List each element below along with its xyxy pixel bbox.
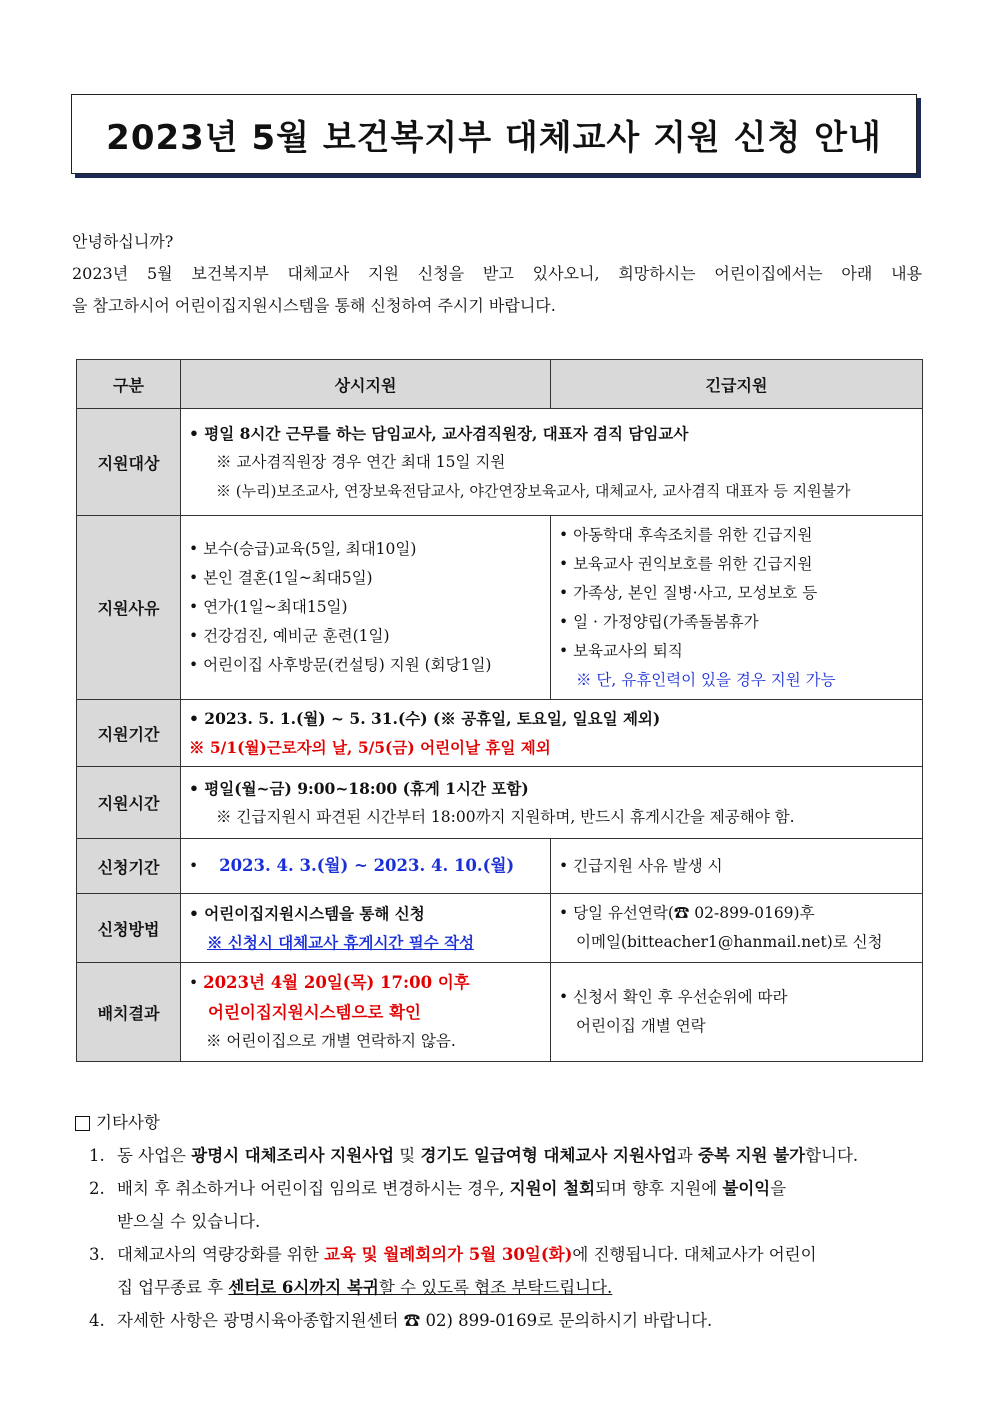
table-header-row: [77, 360, 923, 409]
item-text: 받으실 수 있습니다.: [117, 1212, 261, 1231]
list-item: • 보육교사의 퇴직: [559, 641, 683, 660]
list-item: • 보수(승급)교육(5일, 최대10일): [189, 540, 417, 558]
intro-line-1: 2023년 5월 보건복지부 대체교사 지원 신청을 받고 있사오니, 희망하시는 어린이집에서는 아래 내용: [72, 264, 922, 283]
item-text: 과: [676, 1146, 698, 1165]
reason-emergency-cell: [551, 516, 923, 700]
checkbox-square-icon: [75, 1116, 90, 1131]
list-item: • 아동학대 후속조치를 위한 긴급지원: [559, 525, 813, 544]
reason-regular-cell: [181, 516, 551, 700]
list-item: [89, 1304, 925, 1337]
list-item: [89, 1172, 925, 1238]
bullet: •: [189, 857, 199, 875]
item-text-bold: 지원이 철회: [509, 1179, 596, 1198]
etc-heading-row: [75, 1106, 925, 1139]
etc-section: [75, 1106, 925, 1337]
item-number: 2.: [89, 1179, 105, 1198]
row-target: [77, 409, 923, 516]
list-item: • 일 · 가정양립(가족돌봄휴가: [559, 612, 759, 631]
row-label: 신청기간: [77, 839, 181, 894]
item-text: 을: [770, 1179, 787, 1198]
row-label: 신청방법: [77, 894, 181, 963]
hours-note: ※ 긴급지원시 파견된 시간부터 18:00까지 지원하며, 반드시 휴게시간을 제공해야 함.: [216, 807, 795, 826]
item-text-bold: 불이익: [722, 1179, 771, 1198]
item-text-bold: 중복 지원 불가: [697, 1146, 806, 1165]
item-number: 3.: [89, 1245, 105, 1264]
item-text: 합니다.: [805, 1146, 859, 1165]
item-text: 및: [394, 1146, 421, 1165]
apply-method-note: ※ 신청시 대체교사 휴게시간 필수 작성: [207, 933, 475, 952]
hours-cell: [181, 767, 923, 839]
row-hours: [77, 767, 923, 839]
target-note-1: ※ 교사겸직원장 경우 연간 최대 15일 지원: [216, 452, 506, 471]
row-label: 배치결과: [77, 963, 181, 1062]
list-item: [89, 1238, 925, 1304]
period-cell: [181, 700, 923, 767]
item-text-highlight: 교육 및 월례회의가 5월 30일(화): [324, 1245, 573, 1264]
item-text: 대체교사의 역량강화를 위한: [117, 1245, 325, 1264]
item-text-bold: 센터로 6시까지 복귀: [228, 1278, 379, 1297]
result-emergency-line-1: • 신청서 확인 후 우선순위에 따라: [559, 988, 788, 1006]
item-text-bold: 광명시 대체조리사 지원사업: [191, 1146, 395, 1165]
period-main: • 2023. 5. 1.(월) ~ 5. 31.(수) (※ 공휴일, 토요일, 일요일 제외): [189, 709, 661, 728]
page-title: 2023년 5월 보건복지부 대체교사 지원 신청 안내: [106, 117, 882, 158]
result-line-2: 어린이집지원시스템으로 확인: [208, 1003, 421, 1022]
target-main: • 평일 8시간 근무를 하는 담임교사, 교사겸직원장, 대표자 겸직 담임교사: [189, 423, 689, 443]
row-apply-method: [77, 894, 923, 963]
header-regular: 상시지원: [181, 360, 551, 409]
item-text: 자세한 사항은 광명시육아종합지원센터 ☎ 02) 899-0169로 문의하시기 바랍니다.: [117, 1311, 713, 1330]
apply-period-emergency: • 긴급지원 사유 발생 시: [559, 856, 723, 875]
title-box: [71, 94, 917, 174]
apply-period-emergency-cell: [551, 839, 923, 894]
period-note: ※ 5/1(월)근로자의 날, 5/5(금) 어린이날 휴일 제외: [189, 738, 551, 757]
result-emergency-line-2: 어린이집 개별 연락: [576, 1017, 706, 1035]
list-item: • 어린이집 사후방문(컨설팅) 지원 (회당1일): [189, 656, 492, 674]
row-reason: [77, 516, 923, 700]
list-item: • 보육교사 권익보호를 위한 긴급지원: [559, 554, 813, 573]
intro: [72, 226, 922, 322]
result-regular-cell: [181, 963, 551, 1062]
etc-heading: 기타사항: [96, 1113, 160, 1132]
result-line-1: 2023년 4월 20일(목) 17:00 이후: [203, 973, 470, 992]
apply-method-emergency-line-2: 이메일(bitteacher1@hanmail.net)로 신청: [576, 933, 883, 951]
list-item: • 본인 결혼(1일~최대5일): [189, 569, 373, 587]
row-label: 지원사유: [77, 516, 181, 700]
row-label: 지원기간: [77, 700, 181, 767]
support-table: [76, 359, 923, 1062]
list-item: • 가족상, 본인 질병·사고, 모성보호 등: [559, 583, 818, 602]
header-emergency: 긴급지원: [551, 360, 923, 409]
hours-main: • 평일(월~금) 9:00~18:00 (휴게 1시간 포함): [189, 778, 529, 798]
apply-method-main: • 어린이집지원시스템을 통해 신청: [189, 904, 425, 923]
apply-method-emergency-line-1: • 당일 유선연락(☎ 02-899-0169)후: [559, 904, 815, 922]
apply-period-dates: 2023. 4. 3.(월) ~ 2023. 4. 10.(월): [219, 856, 515, 875]
row-apply-period: [77, 839, 923, 894]
row-period: [77, 700, 923, 767]
target-note-2: ※ (누리)보조교사, 연장보육전담교사, 야간연장보육교사, 대체교사, 교사겸직 대표자 등 지원불가: [216, 481, 851, 500]
item-text: 동 사업은: [117, 1146, 192, 1165]
row-result: [77, 963, 923, 1062]
target-cell: [181, 409, 923, 516]
item-text: 에 진행됩니다. 대체교사가 어린이: [572, 1245, 817, 1264]
result-emergency-cell: [551, 963, 923, 1062]
item-text: 배치 후 취소하거나 어린이집 임의로 변경하시는 경우,: [117, 1179, 510, 1198]
etc-list: [75, 1139, 925, 1337]
emergency-note: ※ 단, 유휴인력이 있을 경우 지원 가능: [576, 670, 836, 689]
item-number: 4.: [89, 1311, 105, 1330]
list-item: • 연가(1일~최대15일): [189, 598, 348, 616]
item-text: 할 수 있도록 협조 부탁드립니다.: [378, 1278, 613, 1297]
item-number: 1.: [89, 1146, 105, 1165]
item-text: 집 업무종료 후: [117, 1278, 229, 1297]
item-text: 되며 향후 지원에: [595, 1179, 723, 1198]
row-label: 지원대상: [77, 409, 181, 516]
intro-greeting: 안녕하십니까?: [72, 232, 174, 251]
row-label: 지원시간: [77, 767, 181, 839]
apply-method-emergency-cell: [551, 894, 923, 963]
list-item: [89, 1139, 925, 1172]
item-text-bold: 경기도 일급여형 대체교사 지원사업: [420, 1146, 677, 1165]
apply-method-regular-cell: [181, 894, 551, 963]
bullet: •: [189, 974, 199, 992]
header-category: 구분: [77, 360, 181, 409]
list-item: • 건강검진, 예비군 훈련(1일): [189, 627, 390, 645]
apply-period-regular-cell: [181, 839, 551, 894]
intro-line-2: 을 참고하시어 어린이집지원시스템을 통해 신청하여 주시기 바랍니다.: [72, 296, 556, 315]
result-note: ※ 어린이집으로 개별 연락하지 않음.: [206, 1032, 456, 1050]
